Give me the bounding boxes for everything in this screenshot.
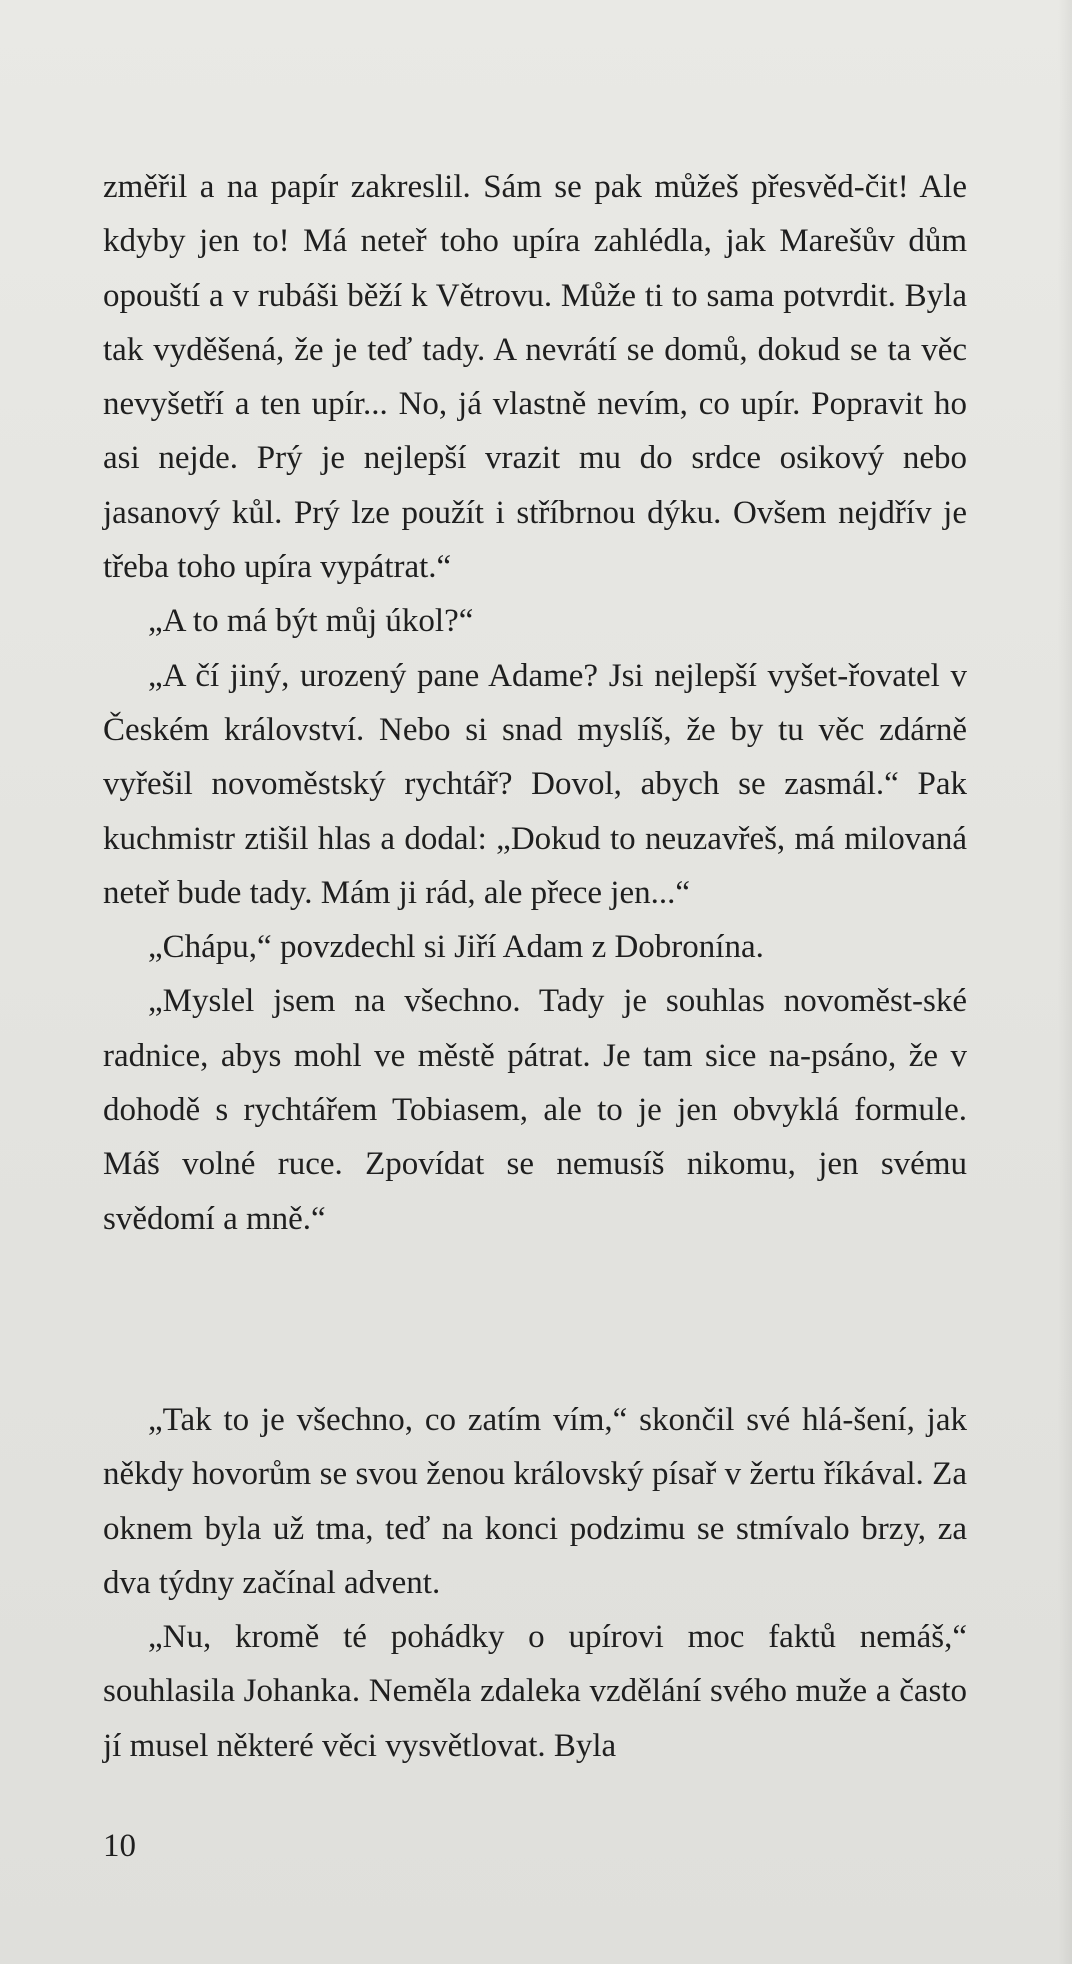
paragraph: „A to má být můj úkol?“ xyxy=(148,603,474,640)
text-block-upper xyxy=(103,160,967,1246)
paragraph: „Tak to je všechno, co zatím vím,“ skončil své hlá-šení, jak někdy hovorům se svou ženou královský písař v žertu říkával. Za oknem byla už tma, teď na konci podzimu se stmívalo brzy, za dva týdny začínal advent. xyxy=(103,1402,967,1601)
text-block-lower xyxy=(103,1393,967,1773)
page-edge-shadow xyxy=(1058,0,1072,1964)
paragraph: „A čí jiný, urozený pane Adame? Jsi nejlepší vyšet-řovatel v Českém království. Nebo si snad myslíš, že by tu věc zdárně vyřešil novoměstský rychtář? Dovol, abych se zasmál.“ Pak kuchmistr ztišil hlas a dodal: „Dokud to neuzavřeš, má milovaná neteř bude tady. Mám ji rád, ale přece jen...“ xyxy=(103,657,967,911)
paragraph-continuation: změřil a na papír zakreslil. Sám se pak můžeš přesvěd-čit! Ale kdyby jen to! Má neteř toho upíra zahlédla, jak Marešův dům opouští a v rubáši běží k Větrovu. Může ti to sama potvrdit. Byla tak vyděšená, že je teď tady. A nevrátí se domů, dokud se ta věc nevyšetří a ten upír... No, já vlastně nevím, co upír. Popravit ho asi nejde. Prý je nejlepší vrazit mu do srdce osikový nebo jasanový kůl. Prý lze použít i stříbrnou dýku. Ovšem nejdřív je třeba toho upíra vypátrat.“ xyxy=(103,169,967,586)
paragraph: „Myslel jsem na všechno. Tady je souhlas novoměst-ské radnice, abys mohl ve městě pátrat. Je tam sice na-psáno, že v dohodě s rychtářem Tobiasem, ale to je jen obvyklá formule. Máš volné ruce. Zpovídat se nemusíš nikomu, jen svému svědomí a mně.“ xyxy=(103,983,967,1237)
page-number: 10 xyxy=(103,1828,136,1864)
paragraph: „Chápu,“ povzdechl si Jiří Adam z Dobronína. xyxy=(148,929,764,966)
paragraph: „Nu, kromě té pohádky o upírovi moc faktů nemáš,“ souhlasila Johanka. Neměla zdaleka vzdělání svého muže a často jí musel některé věci vysvětlovat. Byla xyxy=(103,1619,967,1764)
